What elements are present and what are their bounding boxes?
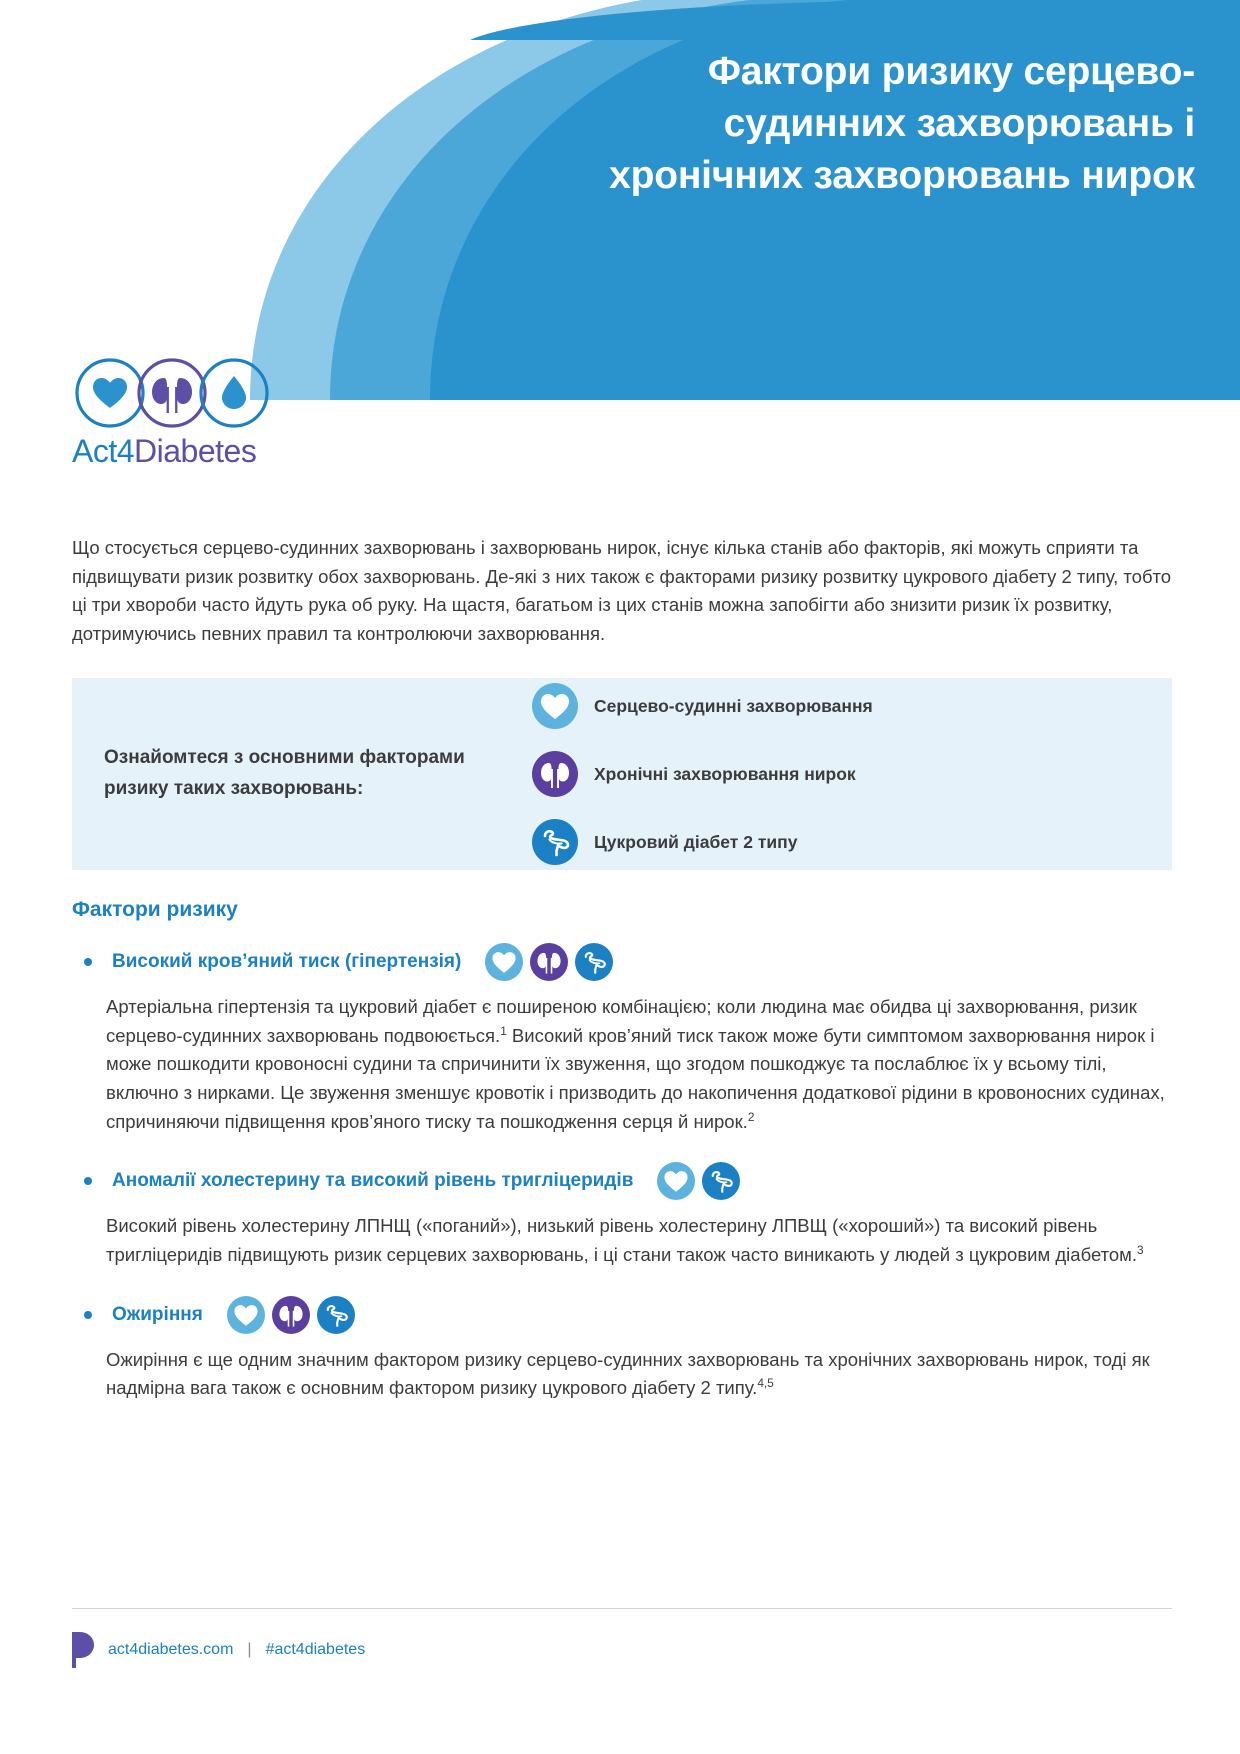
legend-item-cvd <box>532 683 1172 729</box>
risk-factor-item <box>72 943 1172 1136</box>
legend-item-t2d <box>532 819 1172 865</box>
reference-marker: 2 <box>747 1109 755 1124</box>
footer-separator: | <box>247 1641 252 1658</box>
risk-factor-label: Аномалії холестерину та високий рівень тригліцеридів <box>112 1170 634 1192</box>
pancreas-icon <box>575 943 613 981</box>
risk-factor-icons <box>657 1162 740 1200</box>
heart-icon <box>532 683 578 729</box>
risk-factors-title: Фактори ризику <box>72 898 238 921</box>
legend-panel <box>72 678 1172 870</box>
kidneys-icon <box>272 1296 310 1334</box>
footer-divider <box>72 1608 1172 1609</box>
legend-heading: Ознайомтеся з основними факторами ризику таких захворювань: <box>104 747 465 799</box>
risk-factor-body-part1: Ожиріння є ще одним значним фактором ризику серцево-судинних захворювань та хронічних захворювань нирок, тоді як надмірна вага також є основним фактором ризику цукрового діабету 2 типу. <box>106 1348 1150 1399</box>
logo-text-act: Act4 <box>72 433 135 469</box>
bullet-icon <box>84 958 92 966</box>
kidneys-icon <box>530 943 568 981</box>
risk-factor-body-part2: Високий кров’яний тиск також може бути симптомом захворювання нирок і може пошкодити кровоносні судини та спричинити їх звуження, що згодом пошкоджує та послаблює їх у всьому тілі, включно з нирками. Це звуження зменшує кровотік і призводить до накопичення додаткової рідини в кровоносних судинах, спричиняючи підвищення кров’яного тиску та пошкодження серця й нирок. <box>106 1024 1165 1132</box>
reference-marker: 1 <box>500 1023 507 1038</box>
risk-factor-header <box>72 1296 1172 1334</box>
page-footer <box>72 1632 1172 1668</box>
pancreas-icon <box>702 1162 740 1200</box>
risk-factor-body-part1: Артеріальна гіпертензія та цукровий діабет є поширеною комбінацією; коли людина має обидва ці захворювання, ризик серцево-судинних захворювань подвоюється. <box>106 996 1137 1046</box>
bullet-icon <box>84 1311 92 1319</box>
risk-factor-header <box>72 943 1172 981</box>
risk-factor-label: Ожиріння <box>112 1303 203 1325</box>
logo-text-diabetes: Diabetes <box>134 433 257 469</box>
risk-factor-body-part1: Високий рівень холестерину ЛПНЩ («поганий»), низький рівень холестерину ЛПВЩ («хороший») та високий рівень тригліцеридів підвищують ризик серцевих захворювань, і ці стани також часто виникають у людей з цукровим діабетом. <box>106 1215 1138 1266</box>
legend-label-cvd: Серцево-судинні захворювання <box>594 695 873 716</box>
risk-factor-icons <box>485 943 613 981</box>
intro-paragraph: Що стосується серцево-судинних захворювань і захворювань нирок, існує кілька станів або факторів, які можуть сприяти та підвищувати ризик розвитку обох захворювань. Де-які з них також є факторами ризику розвитку цукрового діабету 2 типу, тобто ці три хвороби часто йдуть рука об руку. На щастя, багатьом із цих станів можна запобігти або знизити ризик їх розвитку, дотримуючись певних правил та контролюючи захворювання. <box>72 537 1172 645</box>
legend-list <box>472 683 1172 865</box>
risk-factor-body <box>72 1212 1172 1269</box>
kidneys-icon <box>532 751 578 797</box>
heart-icon <box>657 1162 695 1200</box>
heart-icon <box>485 943 523 981</box>
kidneys-icon <box>139 360 205 426</box>
pancreas-icon <box>317 1296 355 1334</box>
legend-label-t2d: Цукровий діабет 2 типу <box>594 831 798 852</box>
risk-factor-item <box>72 1162 1172 1269</box>
risk-factor-label: Високий кров’яний тиск (гіпертензія) <box>112 951 462 972</box>
reference-marker: 3 <box>1137 1242 1144 1257</box>
bullet-icon <box>84 1177 92 1185</box>
pancreas-icon <box>532 819 578 865</box>
footer-hashtag[interactable]: #act4diabetes <box>265 1641 366 1658</box>
risk-factors-section <box>72 898 1172 1429</box>
legend-item-ckd <box>532 751 1172 797</box>
logo-mark <box>72 355 272 431</box>
risk-factor-header <box>72 1162 1172 1200</box>
risk-factor-icons <box>227 1296 355 1334</box>
reference-marker: 4,5 <box>757 1376 774 1391</box>
logo-wordmark <box>72 435 372 467</box>
risk-factor-item <box>72 1296 1172 1403</box>
heart-icon <box>227 1296 265 1334</box>
risk-factor-body <box>72 993 1172 1136</box>
risk-factor-body <box>72 1346 1172 1403</box>
footer-website[interactable]: act4diabetes.com <box>108 1641 234 1658</box>
logo <box>72 355 372 467</box>
footer-logo-icon <box>72 1632 94 1668</box>
legend-label-ckd: Хронічні захворювання нирок <box>594 763 856 784</box>
page-header <box>0 0 1240 400</box>
page-title: Фактори ризику серцево-судинних захворювань і хронічних захворювань нирок <box>609 50 1195 197</box>
